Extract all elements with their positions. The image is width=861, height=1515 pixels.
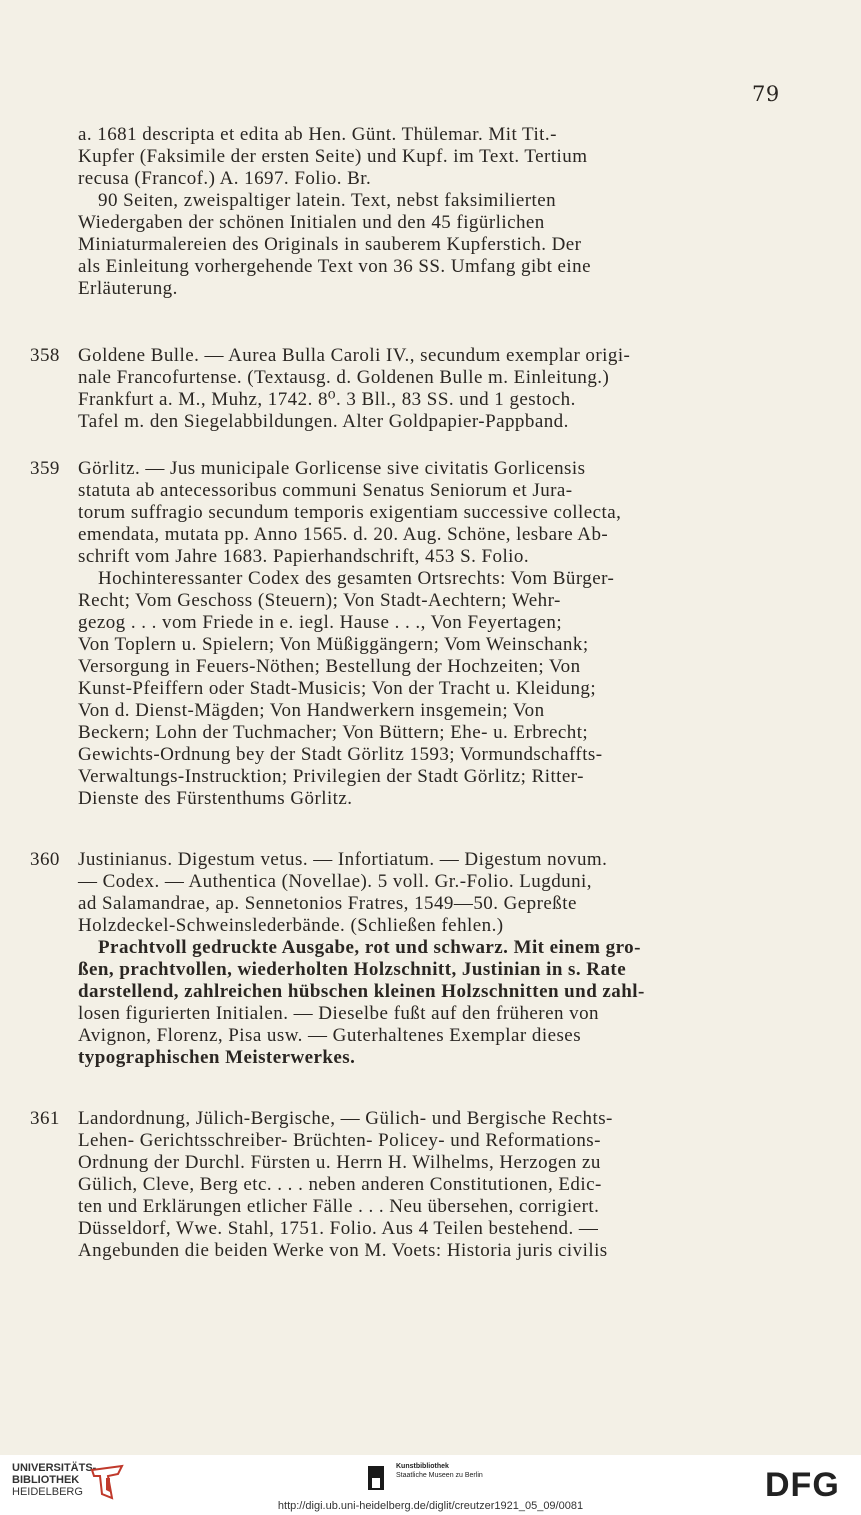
source-url[interactable]: http://digi.ub.uni-heidelberg.de/diglit/creutzer1921_05_09/0081 bbox=[277, 1500, 584, 1512]
entry-line: Gülich, Cleve, Berg etc. . . . neben anderen Constitutionen, Edic- bbox=[78, 1174, 602, 1195]
entry-desc-line: darstellend, zahlreichen hübschen kleinen Holzschnitten und zahl- bbox=[78, 981, 645, 1002]
entry-desc-line: Gewichts-Ordnung bey der Stadt Görlitz 1593; Vormundschaffts- bbox=[78, 744, 603, 765]
entry-line: Justinianus. Digestum vetus. — Infortiatum. — Digestum novum. bbox=[78, 849, 608, 870]
uni-logo-text bbox=[12, 1462, 96, 1498]
entry-number: 361 bbox=[30, 1108, 60, 1129]
entry-line: ad Salamandrae, ap. Sennetonios Fratres, 1549—50. Gepreßte bbox=[78, 893, 577, 914]
entry-desc-line: Beckern; Lohn der Tuchmacher; Von Büttern; Ehe- u. Erbrecht; bbox=[78, 722, 589, 743]
entry-number: 358 bbox=[30, 345, 60, 366]
entry-number: 360 bbox=[30, 849, 60, 870]
entry-desc-line: gezog . . . vom Friede in e. iegl. Hause . . ., Von Feyertagen; bbox=[78, 612, 563, 633]
uni-name-line: BIBLIOTHEK bbox=[12, 1474, 80, 1486]
entry-line: Frankfurt a. M., Muhz, 1742. 8⁰. 3 Bll., 83 SS. und 1 gestoch. bbox=[78, 389, 576, 410]
entry-desc-line: Prachtvoll gedruckte Ausgabe, rot und schwarz. Mit einem gro- bbox=[98, 937, 641, 958]
intro-line: a. 1681 descripta et edita ab Hen. Günt. Thülemar. Mit Tit.- bbox=[78, 124, 557, 145]
entry-line: Goldene Bulle. — Aurea Bulla Caroli IV., secundum exemplar origi- bbox=[78, 345, 631, 366]
entry-line: nale Francofurtense. (Textausg. d. Goldenen Bulle m. Einleitung.) bbox=[78, 367, 610, 388]
intro-line: recusa (Francof.) A. 1697. Folio. Br. bbox=[78, 168, 372, 189]
uni-seal-icon bbox=[88, 1464, 128, 1500]
entry-358 bbox=[30, 345, 785, 433]
entry-line: Landordnung, Jülich-Bergische, — Gülich- und Bergische Rechts- bbox=[78, 1108, 613, 1129]
entry-desc-line: Versorgung in Feuers-Nöthen; Bestellung der Hochzeiten; Von bbox=[78, 656, 581, 677]
kunstbibliothek-icon bbox=[368, 1466, 384, 1490]
entry-line: emendata, mutata pp. Anno 1565. d. 20. Aug. Schöne, lesbare Ab- bbox=[78, 524, 609, 545]
intro-desc-line: 90 Seiten, zweispaltiger latein. Text, nebst faksimilierten bbox=[98, 190, 557, 211]
entry-desc-line: losen figurierten Initialen. — Dieselbe fußt auf den früheren von bbox=[78, 1003, 599, 1024]
entry-desc-line: typographischen Meisterwerkes. bbox=[78, 1047, 356, 1068]
uni-name-line: UNIVERSITÄTS- bbox=[12, 1462, 97, 1474]
entry-desc-line: Kunst-Pfeiffern oder Stadt-Musicis; Von der Tracht u. Kleidung; bbox=[78, 678, 597, 699]
entry-line: torum suffragio secundum temporis exigentiam successive collecta, bbox=[78, 502, 622, 523]
entry-line: Ordnung der Durchl. Fürsten u. Herrn H. Wilhelms, Herzogen zu bbox=[78, 1152, 601, 1173]
entry-desc-line: Hochinteressanter Codex des gesamten Ortsrechts: Vom Bürger- bbox=[98, 568, 615, 589]
entry-line: Tafel m. den Siegelabbildungen. Alter Goldpapier-Pappband. bbox=[78, 411, 569, 432]
uni-name-line: HEIDELBERG bbox=[12, 1486, 83, 1498]
intro-block bbox=[30, 124, 785, 300]
entry-desc-line: Dienste des Fürstenthums Görlitz. bbox=[78, 788, 353, 809]
dfg-logo[interactable]: DFG bbox=[765, 1466, 840, 1504]
entry-360 bbox=[30, 849, 785, 1069]
entry-desc-line: Verwaltungs-Instrucktion; Privilegien der Stadt Görlitz; Ritter- bbox=[78, 766, 584, 787]
entry-desc-line: Von d. Dienst-Mägden; Von Handwerkern insgemein; Von bbox=[78, 700, 545, 721]
intro-desc-line: als Einleitung vorhergehende Text von 36 SS. Umfang gibt eine bbox=[78, 256, 591, 277]
kunstbibliothek-text bbox=[396, 1462, 483, 1480]
intro-line: Kupfer (Faksimile der ersten Seite) und Kupf. im Text. Tertium bbox=[78, 146, 588, 167]
entry-line: schrift vom Jahre 1683. Papierhandschrift, 453 S. Folio. bbox=[78, 546, 530, 567]
entry-number: 359 bbox=[30, 458, 60, 479]
intro-desc-line: Wiedergaben der schönen Initialen und den 45 figürlichen bbox=[78, 212, 545, 233]
kb-subtitle: Staatliche Museen zu Berlin bbox=[396, 1472, 483, 1479]
entry-desc-line: Avignon, Florenz, Pisa usw. — Guterhaltenes Exemplar dieses bbox=[78, 1025, 582, 1046]
entry-361 bbox=[30, 1108, 785, 1262]
entry-line: — Codex. — Authentica (Novellae). 5 voll. Gr.-Folio. Lugduni, bbox=[78, 871, 592, 892]
entry-line: Angebunden die beiden Werke von M. Voets: Historia juris civilis bbox=[78, 1240, 608, 1261]
page-number: 79 bbox=[752, 82, 780, 106]
entry-359 bbox=[30, 458, 785, 810]
intro-desc-line: Miniaturmalereien des Originals in sauberem Kupferstich. Der bbox=[78, 234, 582, 255]
entry-line: Lehen- Gerichtsschreiber- Brüchten- Policey- und Reformations- bbox=[78, 1130, 601, 1151]
entry-line: Holzdeckel-Schweinslederbände. (Schließen fehlen.) bbox=[78, 915, 504, 936]
entry-line: Düsseldorf, Wwe. Stahl, 1751. Folio. Aus 4 Teilen bestehend. — bbox=[78, 1218, 599, 1239]
intro-desc-line: Erläuterung. bbox=[78, 278, 178, 299]
kb-title: Kunstbibliothek bbox=[396, 1463, 449, 1470]
entry-line: Görlitz. — Jus municipale Gorlicense sive civitatis Gorlicensis bbox=[78, 458, 586, 479]
entry-desc-line: Von Toplern u. Spielern; Von Müßiggängern; Vom Weinschank; bbox=[78, 634, 589, 655]
entry-desc-line: ßen, prachtvollen, wiederholten Holzschnitt, Justinian in s. Rate bbox=[78, 959, 627, 980]
kunstbibliothek-logo[interactable] bbox=[368, 1460, 528, 1500]
entry-line: statuta ab antecessoribus communi Senatus Seniorum et Jura- bbox=[78, 480, 573, 501]
entry-line: ten und Erklärungen etlicher Fälle . . . Neu übersehen, corrigiert. bbox=[78, 1196, 600, 1217]
entry-desc-line: Recht; Vom Geschoss (Steuern); Von Stadt-Aechtern; Wehr- bbox=[78, 590, 561, 611]
